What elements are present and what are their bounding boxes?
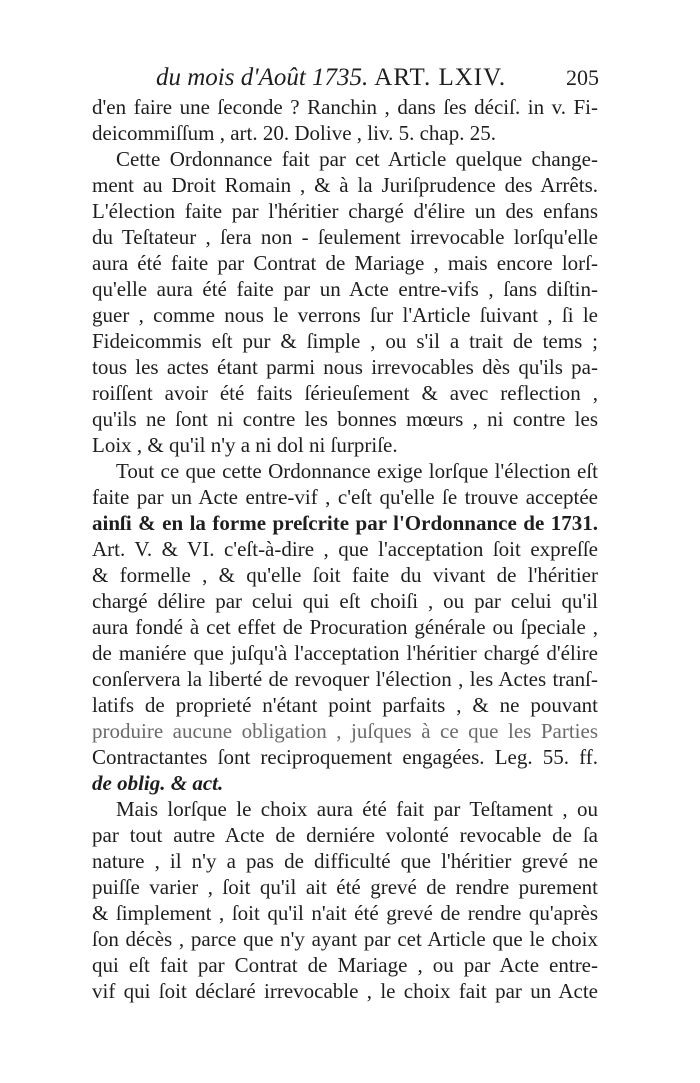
text-line: vif qui ſoit déclaré irrevocable , le choix fait par un Acte [92, 979, 598, 1003]
text-line: qui eſt fait par Contrat de Mariage , ou par Acte entre- [92, 953, 598, 977]
text-line: aura été faite par Contrat de Mariage , mais encore lorſ- [92, 251, 598, 275]
text-line: qu'elle aura été faite par un Acte entre-vifs , ſans diſtin- [92, 277, 598, 301]
text-line: de maniére que juſqu'à l'acceptation l'héritier chargé d'élire [92, 641, 598, 665]
text-line: faite par un Acte entre-vif , c'eſt qu'elle ſe trouve acceptée [92, 485, 598, 509]
text-line: du Teſtateur , ſera non - ſeulement irrevocable lorſqu'elle [92, 225, 598, 249]
text-line: Loix , & qu'il n'y a ni dol ni ſurpriſe. [92, 433, 398, 457]
text-line: latifs de proprieté n'étant point parfaits , & ne pouvant [92, 693, 598, 717]
text-line: par tout autre Acte de derniére volonté revocable de ſa [92, 823, 598, 847]
text-line: Tout ce que cette Ordonnance exige lorſque l'élection eſt [116, 459, 598, 483]
text-line: conſervera la liberté de revoquer l'élection , les Actes tranſ- [92, 667, 598, 691]
page-number: 205 [566, 65, 599, 90]
text-line: produire aucune obligation , juſques à ce que les Parties [92, 719, 598, 743]
text-line: ment au Droit Romain , & à la Juriſprudence des Arrêts. [92, 173, 598, 197]
text-line: puiſſe varier , ſoit qu'il ait été grevé de rendre purement [92, 875, 598, 899]
text-line: guer , comme nous le verrons ſur l'Article ſuivant , ſi le [92, 303, 598, 327]
text-line: & ſimplement , ſoit qu'il n'ait été grevé de rendre qu'après [92, 901, 598, 925]
text-line: chargé délire par celui qui eſt choiſi , ou par celui qu'il [92, 589, 598, 613]
running-title-date: du mois d'Août 1735. [156, 64, 369, 91]
body-text [92, 94, 598, 1004]
text-line: & formelle , & qu'elle ſoit faite du vivant de l'héritier [92, 563, 598, 587]
text-line: deicommiſſum , art. 20. Dolive , liv. 5. chap. 25. [92, 121, 496, 145]
text-line: Art. V. & VI. c'eſt-à-dire , que l'acceptation ſoit expreſſe [92, 537, 598, 561]
text-line: ainſi & en la forme preſcrite par l'Ordonnance de 1731. [92, 511, 598, 535]
text-line: qu'ils ne ſont ni contre les bonnes mœurs , ni contre les [92, 407, 598, 431]
running-title [156, 60, 506, 96]
text-line: ſon décès , parce que n'y ayant par cet Article que le choix [92, 927, 598, 951]
text-line: d'en faire une ſeconde ? Ranchin , dans ſes déciſ. in v. Fi- [92, 95, 598, 119]
text-line: Mais lorſque le choix aura été fait par Teſtament , ou [116, 797, 598, 821]
text-line: L'élection faite par l'héritier chargé d'élire un des enfans [92, 199, 598, 223]
text-line: de oblig. & act. [92, 771, 224, 795]
text-line: Fideicommis eſt pur & ſimple , ou s'il a trait de tems ; [92, 329, 598, 353]
page-header [92, 60, 599, 96]
text-line: roiſſent avoir été faits ſérieuſement & avec reflection , [92, 381, 598, 405]
text-line: aura fondé à cet effet de Procuration générale ou ſpeciale , [92, 615, 598, 639]
text-line: Contractantes ſont reciproquement engagées. Leg. 55. ff. [92, 745, 598, 769]
running-title-article: ART. LXIV. [374, 64, 507, 91]
text-line: nature , il n'y a pas de difficulté que l'héritier grevé ne [92, 849, 598, 873]
text-line: Cette Ordonnance fait par cet Article quelque change- [116, 147, 598, 171]
text-line: tous les actes étant parmi nous irrevocables dès qu'ils pa- [92, 355, 598, 379]
